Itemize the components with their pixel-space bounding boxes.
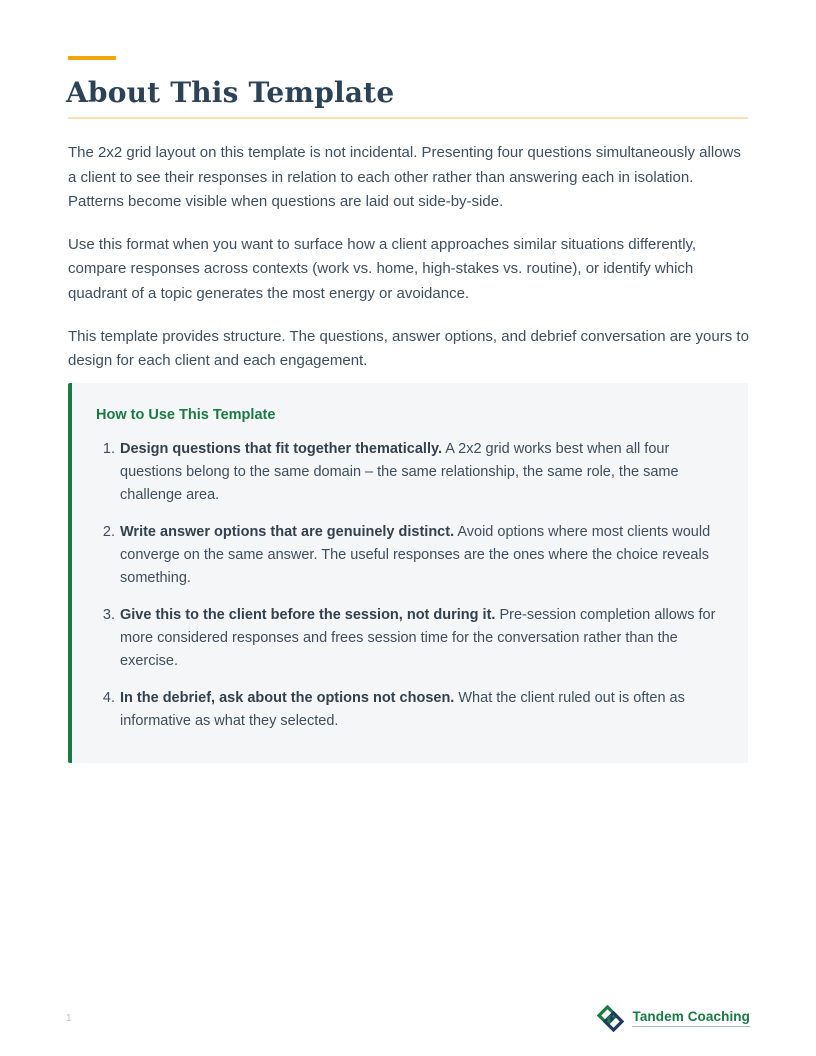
list-item-lead: Give this to the client before the session, not during it. [120,607,496,623]
page-number: 1 [66,1012,72,1024]
tandem-coaching-logo[interactable] [597,1005,750,1032]
page-title: About This Template [66,76,395,109]
list-item-body: A 2x2 grid works best when all four questions belong to the same domain – the same relationship, the same role, the same challenge area. [120,441,679,503]
list-item-text [120,687,718,733]
callout-heading: How to Use This Template [96,407,276,423]
list-item-number: 1. [102,441,115,457]
list-item-text [120,604,718,673]
list-item [90,438,718,507]
list-item-number: 3. [102,607,115,623]
body-paragraph: This template provides structure. The questions, answer options, and debrief conversation are yours to design for each client and each engagement. [68,327,749,370]
body-paragraph: The 2x2 grid layout on this template is not incidental. Presenting four questions simultaneously allows a client to see their responses in relation to each other rather than answering each in isolation. Patterns become visible when questions are laid out side-by-side. [68,144,741,211]
list-item-text [120,521,718,590]
list-item-number: 2. [102,524,115,540]
list-item [90,521,718,590]
list-item-lead: Design questions that fit together thematically. [120,441,442,457]
callout-numbered-list [90,438,718,733]
list-item [90,687,718,733]
list-item-body: Pre-session completion allows for more considered responses and frees session time for the conversation rather than the exercise. [120,607,716,669]
page-footer [64,1003,750,1033]
tandem-diamond-icon [597,1005,624,1032]
list-item-body: Avoid options where most clients would converge on the same answer. The useful responses are the ones where the choice reveals something. [120,524,711,586]
title-accent-bar [68,56,116,60]
title-divider-rule [68,117,748,119]
list-item-lead: In the debrief, ask about the options not chosen. [120,690,455,706]
intro-section [68,141,750,392]
how-to-use-callout [68,383,748,763]
list-item-body: What the client ruled out is often as informative as what they selected. [120,690,685,729]
list-item [90,604,718,673]
list-item-lead: Write answer options that are genuinely distinct. [120,524,455,540]
list-item-number: 4. [102,690,115,706]
logo-wordmark: Tandem Coaching [632,1009,750,1027]
list-item-text [120,438,718,507]
body-paragraph: Use this format when you want to surface how a client approaches similar situations differently, compare responses across contexts (work vs. home, high-stakes vs. routine), or identify which quadrant of a topic generates the most energy or avoidance. [68,235,697,302]
